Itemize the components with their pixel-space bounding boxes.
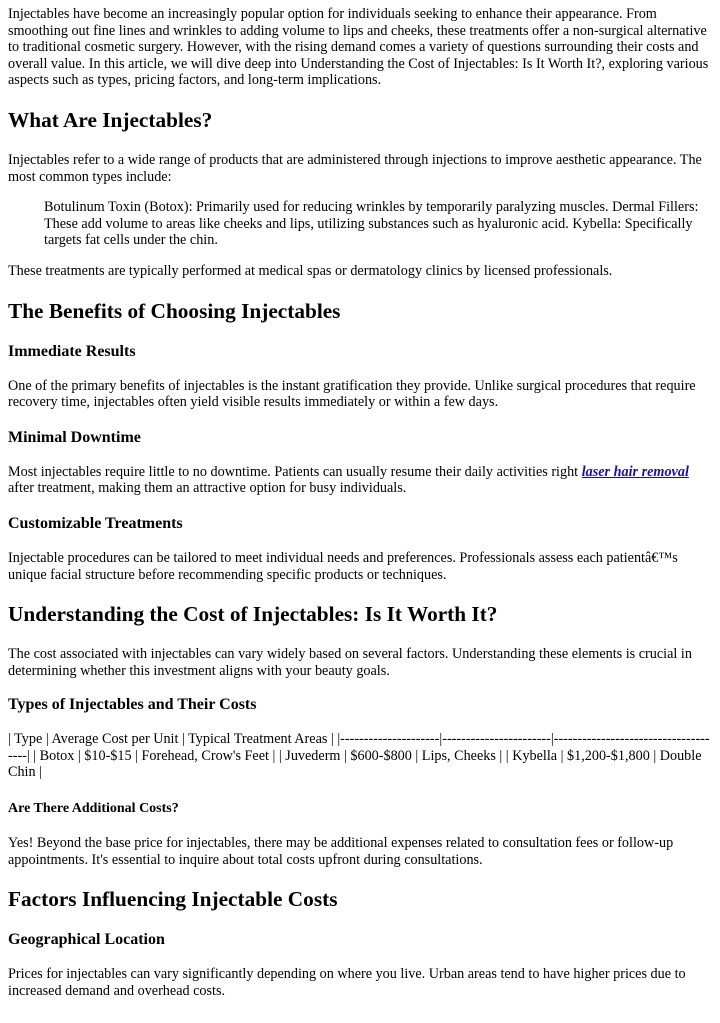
injectable-types-text: Botulinum Toxin (Botox): Primarily used for reducing wrinkles by temporarily paralyzing muscles. Dermal Fillers: These add volume to areas like cheeks and lips, utilizing substances such as hyaluronic acid. Kybella: Specifically targets fat cells under the chin.: [44, 199, 699, 249]
heading-factors: Factors Influencing Injectable Costs: [8, 887, 338, 912]
what-are-paragraph: Injectables refer to a wide range of products that are administered through injections to improve aesthetic appearance. The most common types include:: [8, 151, 702, 185]
injectable-types-quote: [8, 199, 712, 249]
downtime-text-after: after treatment, making them an attractive option for busy individuals.: [8, 480, 407, 497]
heading-understanding-cost: Understanding the Cost of Injectables: Is It Worth It?: [8, 602, 498, 627]
types-cost-table-text: | Type | Average Cost per Unit | Typical Treatment Areas | |---------------------|-----------------------|-------------------------------------| | Botox | $10-$15 | Forehead, Crow's Feet | | Juvederm | $600-$800 | Lips, Cheeks | | Kybella | $1,200-$1,800 | Double Chin |: [8, 731, 710, 781]
heading-what-are-injectables: What Are Injectables?: [8, 107, 213, 132]
heading-customizable-treatments: Customizable Treatments: [8, 514, 183, 532]
heading-additional-costs: Are There Additional Costs?: [8, 801, 179, 817]
heading-immediate-results: Immediate Results: [8, 342, 136, 360]
treatment-setting-paragraph: These treatments are typically performed at medical spas or dermatology clinics by licensed professionals.: [8, 262, 613, 279]
article: [0, 6, 712, 999]
customizable-treatments-paragraph: Injectable procedures can be tailored to meet individual needs and preferences. Professionals assess each patientâ€™s unique facial structure before recommending specific products or techniques.: [8, 549, 678, 583]
laser-hair-removal-link[interactable]: laser hair removal: [581, 463, 689, 480]
additional-costs-paragraph: Yes! Beyond the base price for injectables, there may be additional expenses related to consultation fees or follow-up appointments. It's essential to inquire about total costs upfront during consultations.: [8, 835, 674, 868]
heading-types-and-costs: Types of Injectables and Their Costs: [8, 696, 257, 714]
immediate-results-paragraph: One of the primary benefits of injectables is the instant gratification they provide. Unlike surgical procedures that require recovery time, injectables often yield visible results immediately or within a few days.: [8, 377, 696, 411]
downtime-text-before: Most injectables require little to no downtime. Patients can usually resume their daily activities right: [8, 463, 582, 480]
heading-geographical-location: Geographical Location: [8, 931, 165, 949]
geographical-location-paragraph: Prices for injectables can vary significantly depending on where you live. Urban areas tend to have higher prices due to increased demand and overhead costs.: [8, 966, 686, 999]
heading-minimal-downtime: Minimal Downtime: [8, 428, 141, 446]
heading-benefits: The Benefits of Choosing Injectables: [8, 298, 341, 323]
minimal-downtime-paragraph: [8, 464, 712, 497]
cost-intro-paragraph: The cost associated with injectables can vary widely based on several factors. Understanding these elements is crucial in determining whether this investment aligns with your beauty goals.: [8, 646, 692, 679]
intro-paragraph: Injectables have become an increasingly popular option for individuals seeking to enhance their appearance. From smoothing out fine lines and wrinkles to adding volume to lips and cheeks, these treatments offer a non-surgical alternative to traditional cosmetic surgery. However, with the rising demand comes a variety of questions surrounding their costs and overall value. In this article, we will dive deep into Understanding the Cost of Injectables: Is It Worth It?, exploring various aspects such as types, pricing factors, and long-term implications.: [8, 6, 709, 89]
